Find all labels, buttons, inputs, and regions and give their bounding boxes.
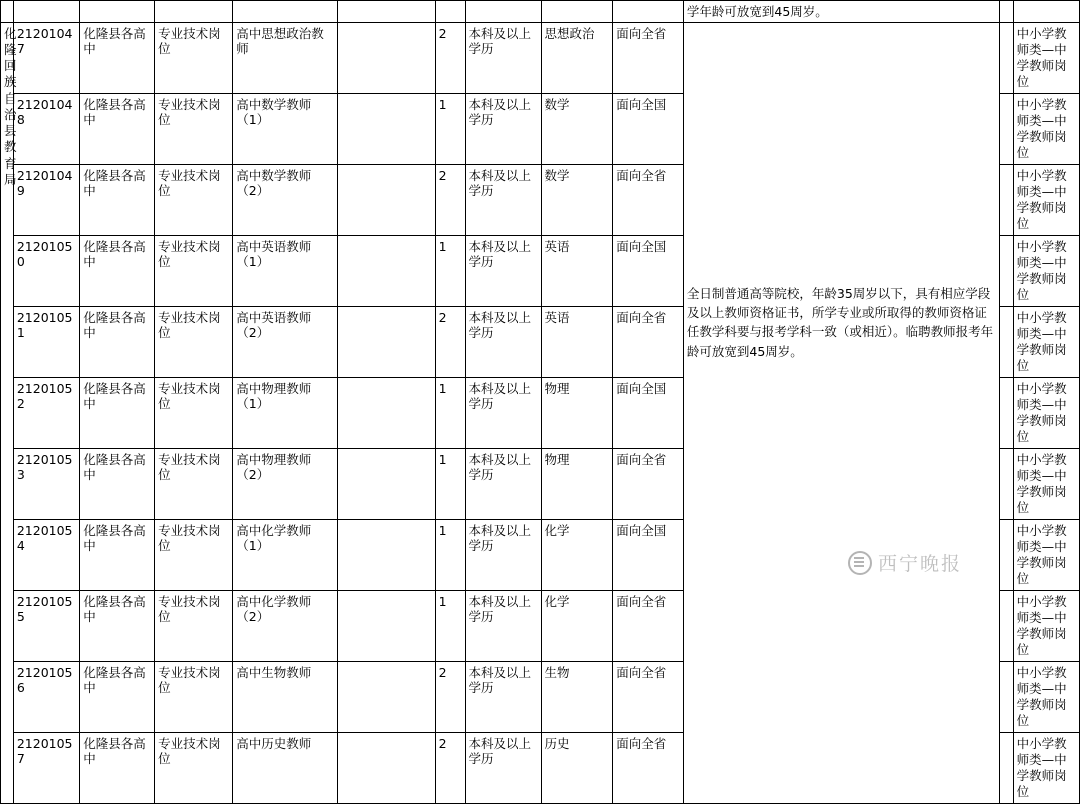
cell-count: 2 xyxy=(435,732,465,803)
cell-unit: 化隆县各高中 xyxy=(80,732,155,803)
cell-gap xyxy=(999,590,1013,661)
cell-category: 中小学教师类—中学教师岗位 xyxy=(1013,377,1079,448)
cell-scope: 面向全省 xyxy=(613,22,684,93)
cell-count: 2 xyxy=(435,306,465,377)
cell-education: 本科及以上学历 xyxy=(465,164,541,235)
cell-category: 中小学教师类—中学教师岗位 xyxy=(1013,22,1079,93)
cell-category: 中小学教师类—中学教师岗位 xyxy=(1013,519,1079,590)
cell-scope: 面向全省 xyxy=(613,306,684,377)
cell-post-type: 专业技术岗位 xyxy=(155,93,233,164)
cell-post-name: 高中物理教师（1） xyxy=(233,377,338,448)
cell-category xyxy=(1013,1,1079,23)
cell-education: 本科及以上学历 xyxy=(465,22,541,93)
cell-scope: 面向全国 xyxy=(613,519,684,590)
cell-education: 本科及以上学历 xyxy=(465,93,541,164)
cell-post-type: 专业技术岗位 xyxy=(155,590,233,661)
cell-subject: 物理 xyxy=(541,448,613,519)
cell-gap xyxy=(999,164,1013,235)
cell-subject: 化学 xyxy=(541,590,613,661)
cell-code xyxy=(13,1,79,23)
cell-subject xyxy=(541,1,613,23)
cell-post-type: 专业技术岗位 xyxy=(155,22,233,93)
cell-code: 21201051 xyxy=(13,306,79,377)
cell-gap xyxy=(999,306,1013,377)
cell-education2 xyxy=(465,1,541,23)
cell-code: 21201055 xyxy=(13,590,79,661)
cell-education: 本科及以上学历 xyxy=(465,306,541,377)
cell-code: 21201049 xyxy=(13,164,79,235)
cell-unit: 化隆县各高中 xyxy=(80,519,155,590)
cell-unit xyxy=(80,1,155,23)
condition-text: 全日制普通高等院校，年龄35周岁以下，具有相应学段及以上教师资格证书，所学专业或所取得的教师资格证任教学科要与报考学科一致（或相近）。临聘教师报考年龄可放宽到45周岁。 xyxy=(686,285,994,359)
cell-post-name: 高中英语教师（2） xyxy=(233,306,338,377)
cell-count: 1 xyxy=(435,93,465,164)
cell-post-type: 专业技术岗位 xyxy=(155,661,233,732)
cell-count: 1 xyxy=(435,590,465,661)
cell-code: 21201054 xyxy=(13,519,79,590)
cell-category: 中小学教师类—中学教师岗位 xyxy=(1013,661,1079,732)
cell-count: 2 xyxy=(435,661,465,732)
cell-category: 中小学教师类—中学教师岗位 xyxy=(1013,306,1079,377)
cell-blank-a xyxy=(338,235,435,306)
cell-blank-a xyxy=(338,590,435,661)
cell-count: 2 xyxy=(435,22,465,93)
cell-post-type: 专业技术岗位 xyxy=(155,306,233,377)
cell-gap xyxy=(999,377,1013,448)
cell-gap xyxy=(999,732,1013,803)
cell-count: 2 xyxy=(435,164,465,235)
cell-category: 中小学教师类—中学教师岗位 xyxy=(1013,93,1079,164)
cell-post-type xyxy=(155,1,233,23)
cell-scope: 面向全省 xyxy=(613,661,684,732)
cell-code: 21201047 xyxy=(13,22,79,93)
cell-count: 1 xyxy=(435,235,465,306)
cell-unit: 化隆县各高中 xyxy=(80,590,155,661)
cell-blank-a xyxy=(338,732,435,803)
cell-department: 化隆回族自治县教育局 xyxy=(1,22,14,803)
cell-unit: 化隆县各高中 xyxy=(80,164,155,235)
cell-post-type: 专业技术岗位 xyxy=(155,164,233,235)
cell-education xyxy=(338,1,435,23)
cell-post-name: 高中历史教师 xyxy=(233,732,338,803)
cell-code: 21201056 xyxy=(13,661,79,732)
cell-post-name xyxy=(233,1,338,23)
cell-gap xyxy=(999,93,1013,164)
cell-blank-a xyxy=(338,164,435,235)
cell-subject: 数学 xyxy=(541,93,613,164)
cell-unit: 化隆县各高中 xyxy=(80,661,155,732)
cell-condition-fragment: 学年龄可放宽到45周岁。 xyxy=(683,1,999,23)
cell-unit: 化隆县各高中 xyxy=(80,448,155,519)
table-row-clipped xyxy=(1,1,1080,23)
cell-post-name: 高中化学教师（2） xyxy=(233,590,338,661)
cell-post-type: 专业技术岗位 xyxy=(155,519,233,590)
cell-subject: 化学 xyxy=(541,519,613,590)
condition-wrapper xyxy=(687,26,996,801)
cell-subject: 数学 xyxy=(541,164,613,235)
cell-blank-a xyxy=(338,519,435,590)
cell-scope: 面向全国 xyxy=(613,93,684,164)
cell-code: 21201048 xyxy=(13,93,79,164)
cell-scope: 面向全省 xyxy=(613,164,684,235)
cell-blank-a xyxy=(338,661,435,732)
cell-condition xyxy=(683,22,999,803)
cell-unit: 化隆县各高中 xyxy=(80,22,155,93)
cell-post-name: 高中英语教师（1） xyxy=(233,235,338,306)
cell-scope: 面向全省 xyxy=(613,448,684,519)
cell-blank-a xyxy=(338,377,435,448)
cell-subject: 英语 xyxy=(541,306,613,377)
cell-count: 1 xyxy=(435,377,465,448)
table-row[interactable] xyxy=(1,22,1080,93)
cell-category: 中小学教师类—中学教师岗位 xyxy=(1013,164,1079,235)
cell-post-type: 专业技术岗位 xyxy=(155,235,233,306)
cell-category: 中小学教师类—中学教师岗位 xyxy=(1013,590,1079,661)
cell-education: 本科及以上学历 xyxy=(465,519,541,590)
cell-education: 本科及以上学历 xyxy=(465,590,541,661)
cell-scope: 面向全省 xyxy=(613,590,684,661)
cell-scope: 面向全国 xyxy=(613,235,684,306)
cell-unit: 化隆县各高中 xyxy=(80,235,155,306)
cell-subject: 思想政治 xyxy=(541,22,613,93)
cell-subject: 历史 xyxy=(541,732,613,803)
watermark-label: 西宁晚报 xyxy=(877,553,962,575)
cell-education: 本科及以上学历 xyxy=(465,235,541,306)
cell-category: 中小学教师类—中学教师岗位 xyxy=(1013,732,1079,803)
cell-education: 本科及以上学历 xyxy=(465,661,541,732)
cell-gap xyxy=(999,235,1013,306)
cell-education: 本科及以上学历 xyxy=(465,448,541,519)
cell-gap xyxy=(999,22,1013,93)
cell-scope: 面向全省 xyxy=(613,732,684,803)
cell-post-name: 高中数学教师（1） xyxy=(233,93,338,164)
cell-code: 21201052 xyxy=(13,377,79,448)
cell-post-type: 专业技术岗位 xyxy=(155,377,233,448)
cell-blank-a xyxy=(338,306,435,377)
cell-count: 1 xyxy=(435,519,465,590)
cell-post-name: 高中思想政治教师 xyxy=(233,22,338,93)
cell-count: 1 xyxy=(435,448,465,519)
cell-unit: 化隆县各高中 xyxy=(80,377,155,448)
cell-blank-a xyxy=(338,93,435,164)
cell-code: 21201053 xyxy=(13,448,79,519)
cell-subject: 生物 xyxy=(541,661,613,732)
cell-scope xyxy=(613,1,684,23)
cell-spacer xyxy=(1,1,14,23)
cell-gap xyxy=(999,661,1013,732)
cell-subject: 英语 xyxy=(541,235,613,306)
cell-subject: 物理 xyxy=(541,377,613,448)
cell-post-type: 专业技术岗位 xyxy=(155,448,233,519)
cell-category: 中小学教师类—中学教师岗位 xyxy=(1013,448,1079,519)
cell-post-name: 高中数学教师（2） xyxy=(233,164,338,235)
cell-scope: 面向全国 xyxy=(613,377,684,448)
cell-gap xyxy=(999,448,1013,519)
cell-count xyxy=(435,1,465,23)
cell-blank-a xyxy=(338,448,435,519)
cell-post-type: 专业技术岗位 xyxy=(155,732,233,803)
cell-code: 21201057 xyxy=(13,732,79,803)
cell-blank-a xyxy=(338,22,435,93)
cell-post-name: 高中物理教师（2） xyxy=(233,448,338,519)
cell-education: 本科及以上学历 xyxy=(465,732,541,803)
cell-post-name: 高中生物教师 xyxy=(233,661,338,732)
cell-gap xyxy=(999,1,1013,23)
cell-unit: 化隆县各高中 xyxy=(80,306,155,377)
cell-category: 中小学教师类—中学教师岗位 xyxy=(1013,235,1079,306)
cell-education: 本科及以上学历 xyxy=(465,377,541,448)
cell-post-name: 高中化学教师（1） xyxy=(233,519,338,590)
cell-code: 21201050 xyxy=(13,235,79,306)
cell-unit: 化隆县各高中 xyxy=(80,93,155,164)
cell-gap xyxy=(999,519,1013,590)
